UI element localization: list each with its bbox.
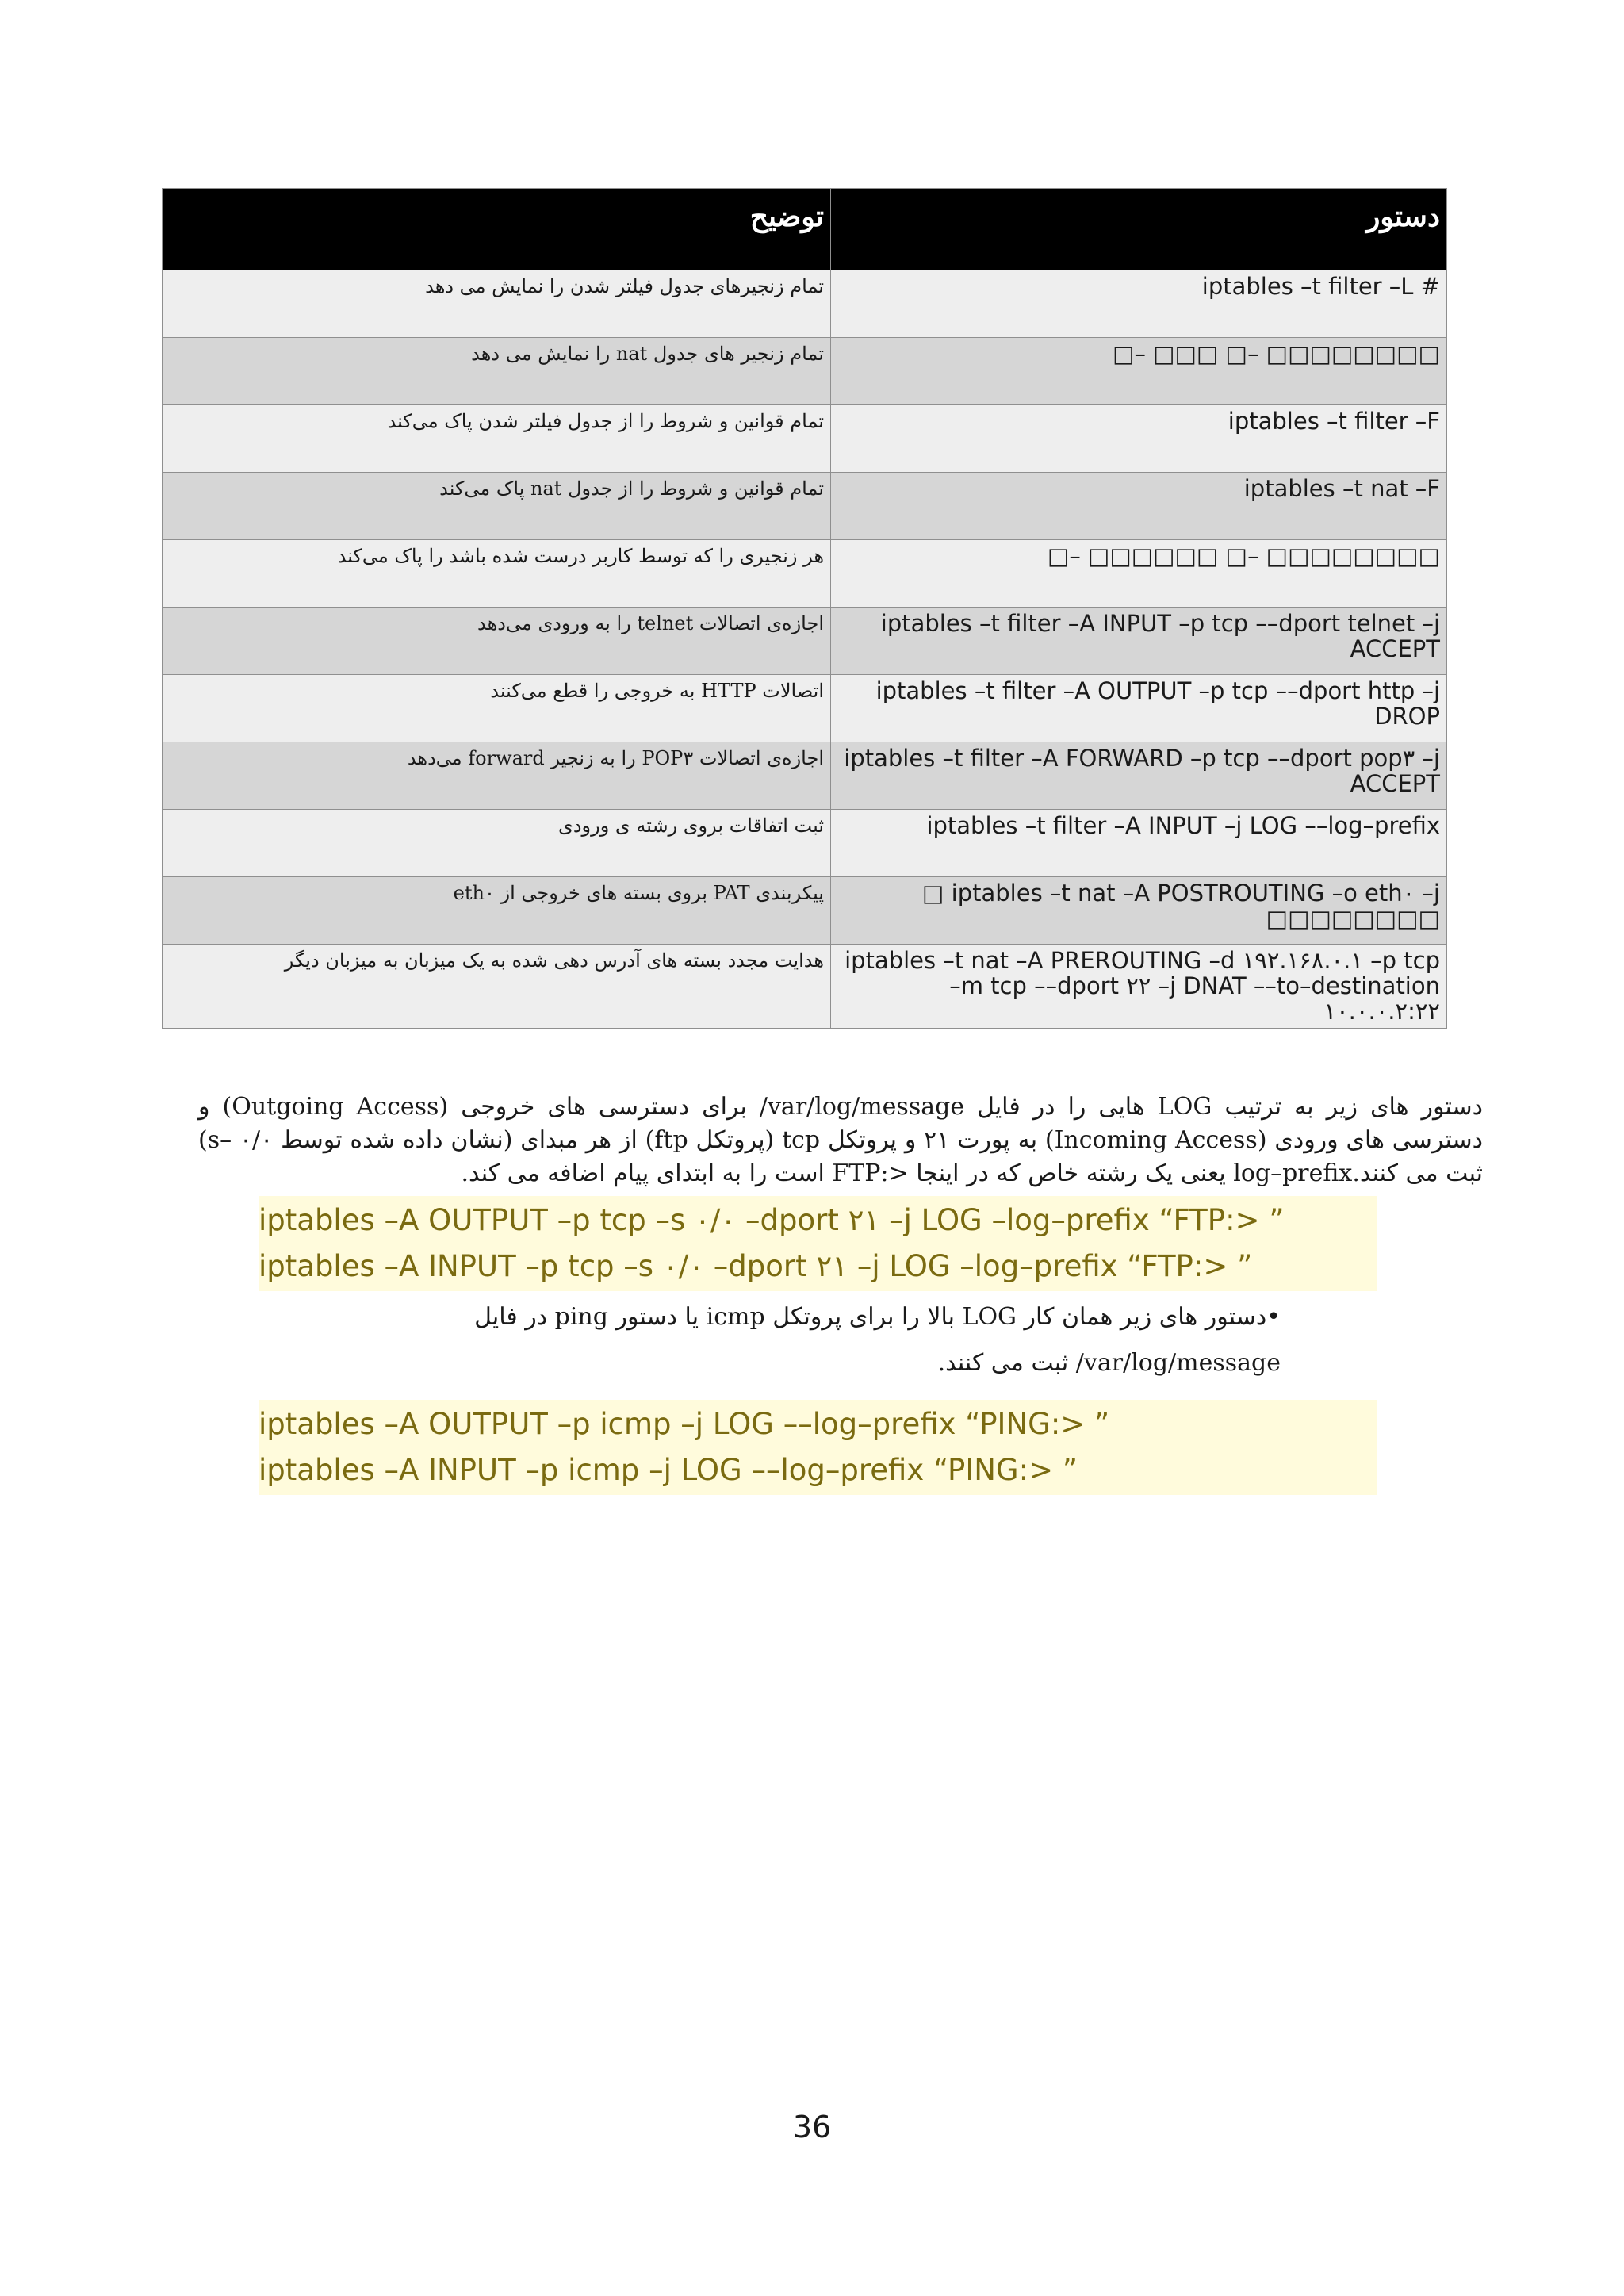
row-command: iptables –t filter –F (831, 405, 1447, 473)
ftp-log-code-block (259, 1196, 1377, 1291)
table-row (163, 540, 1447, 608)
row-description: تمام زنجیر های جدول nat را نمایش می دهد (163, 338, 831, 405)
row-command: iptables –t nat –F (831, 473, 1447, 540)
table-row (163, 742, 1447, 810)
table-row (163, 405, 1447, 473)
row-command: iptables –t filter –A FORWARD –p tcp ––dport pop۳ –j ACCEPT (831, 742, 1447, 810)
code-line: iptables –A OUTPUT –p icmp –j LOG ––log–prefix “PING:> ” (259, 1407, 1110, 1441)
row-description: تمام زنجیرهای جدول فیلتر شدن را نمایش می دهد (163, 270, 831, 338)
iptables-command-table (162, 188, 1447, 1029)
explanation-paragraph: دستور های زیر به ترتیب LOG هایی را در فایل var/log/message/ برای دسترسی های خروجی (Outgoing Access) و دسترسی های ورودی (Incoming Access) به پورت ۲۱ و پروتکل tcp (پروتکل ftp) از هر مبدای (نشان داده شده توسط s– ۰/۰) ثبت می کنند.log–prefix یعنی یک رشته خاص که در اینجا <:FTP است را به ابتدای پیام اضافه می کند. (198, 1093, 1484, 1187)
table-row (163, 945, 1447, 1029)
code-line: iptables –A INPUT –p icmp –j LOG ––log–prefix “PING:> ” (259, 1453, 1078, 1487)
table-row (163, 810, 1447, 877)
row-command: iptables –t filter –A OUTPUT –p tcp ––dport http –j DROP (831, 675, 1447, 742)
table-row (163, 608, 1447, 675)
table-row (163, 473, 1447, 540)
table-row (163, 877, 1447, 945)
table-header-row (163, 189, 1447, 270)
table-row (163, 270, 1447, 338)
row-description: پیکربندی PAT بروی بسته های خروجی از eth۰ (163, 877, 831, 945)
row-description: تمام قوانین و شروط را از جدول nat پاک می‌کند (163, 473, 831, 540)
code-line: iptables –A OUTPUT –p tcp –s ۰/۰ –dport ۲۱ –j LOG –log–prefix “FTP:> ” (259, 1203, 1285, 1237)
table-row (163, 675, 1447, 742)
header-command: دستور (831, 189, 1447, 270)
row-command: iptables –t nat –A POSTROUTING –o eth۰ –j □ □□□□□□□□ (831, 877, 1447, 945)
row-command: iptables –t filter –A INPUT –p tcp ––dport telnet –j ACCEPT (831, 608, 1447, 675)
row-description: اجازه‌ی اتصالات telnet را به ورودی می‌دهد (163, 608, 831, 675)
code-line: iptables –A INPUT –p tcp –s ۰/۰ –dport ۲۱ –j LOG –log–prefix “FTP:> ” (259, 1249, 1253, 1283)
row-description: هر زنجیری را که توسط کاربر درست شده باشد را پاک می‌کند (163, 540, 831, 608)
row-command: □□□□□□□□ –□ □□□ –□ (831, 338, 1447, 405)
row-description: ثبت اتفاقات بروی رشته ی ورودی (163, 810, 831, 877)
row-description: اجازه‌ی اتصالات POP۳ را به زنجیر forward می‌دهد (163, 742, 831, 810)
row-command: iptables –t filter –A INPUT –j LOG ––log–prefix (831, 810, 1447, 877)
table-row (163, 338, 1447, 405)
row-command: iptables –t nat –A PREROUTING –d ۱۹۲.۱۶۸.۰.۱ –p tcp –m tcp ––dport ۲۲ –j DNAT ––to–destination ۱۰.۰.۰.۲:۲۲ (831, 945, 1447, 1029)
bullet-paragraph: •دستور های زیر همان کار LOG بالا را برای پروتکل icmp یا دستور ping در فایل var/log/message/ ثبت می کنند. (474, 1303, 1281, 1377)
page-number: 36 (792, 2110, 832, 2145)
row-command: □□□□□□□□ –□ □□□□□□ –□ (831, 540, 1447, 608)
row-description: هدایت مجدد بسته های آدرس دهی شده به یک میزبان به میزبان دیگر (163, 945, 831, 1029)
row-command: # iptables –t filter –L (831, 270, 1447, 338)
icmp-log-code-block (259, 1400, 1377, 1495)
row-description: اتصالات HTTP به خروجی را قطع می‌کنند (163, 675, 831, 742)
row-description: تمام قوانین و شروط را از جدول فیلتر شدن پاک می‌کند (163, 405, 831, 473)
header-description: توضیح (163, 189, 831, 270)
